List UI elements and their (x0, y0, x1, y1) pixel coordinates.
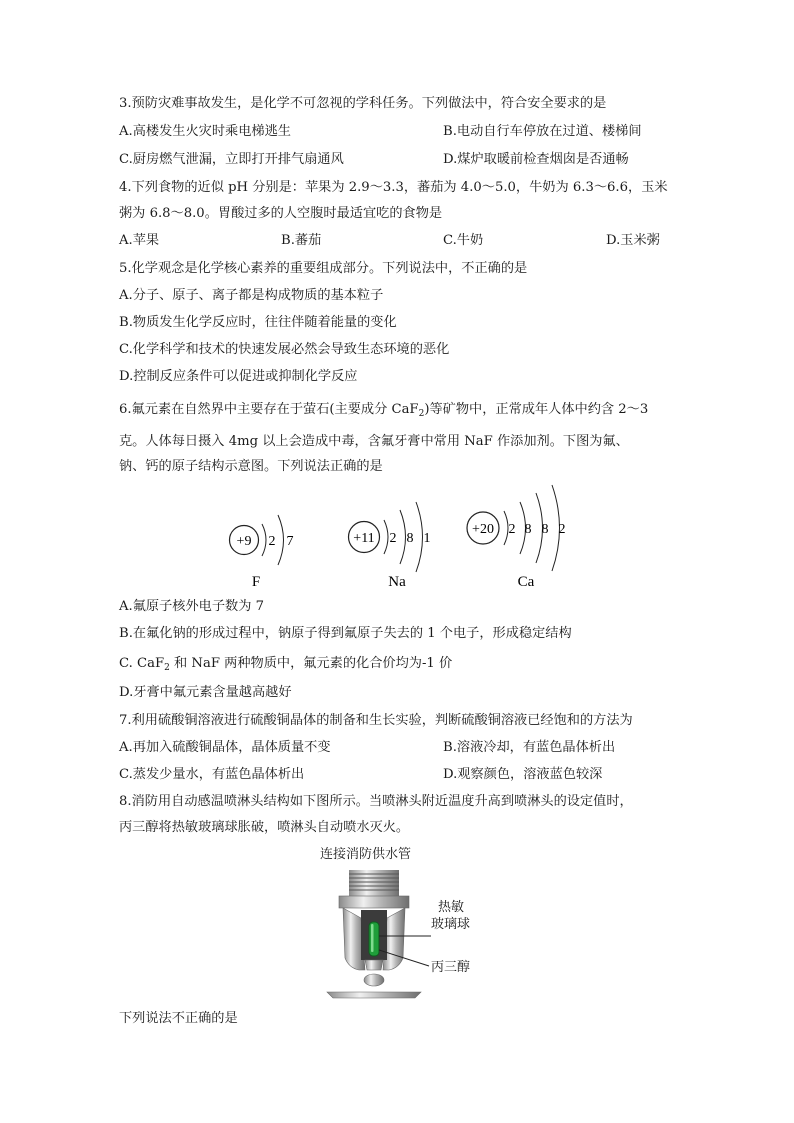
fluorine-shell-2 (278, 515, 284, 565)
sodium-shell-2-electrons: 8 (406, 531, 414, 546)
q6-option-c-subscript: 2 (164, 663, 170, 673)
fluorine-atom (230, 515, 294, 590)
q5-option-b: B.物质发生化学反应时，往往伴随着能量的变化 (119, 315, 397, 330)
glass-bulb (369, 922, 379, 956)
q5-option-d: D.控制反应条件可以促进或抑制化学反应 (119, 369, 358, 384)
sprinkler-figure (325, 866, 485, 1002)
q6-stem-subscript: 2 (418, 409, 425, 419)
q6-stem-line3: 钠、钙的原子结构示意图。下列说法正确的是 (119, 459, 383, 474)
calcium-shell-4-electrons: 2 (558, 522, 566, 537)
sodium-shell-3-electrons: 1 (423, 531, 431, 546)
q3-option-a: A.高楼发生火灾时乘电梯逃生 (119, 124, 291, 139)
calcium-nucleus-charge: +20 (472, 522, 494, 537)
q4-option-c: C.牛奶 (443, 233, 484, 248)
fluorine-symbol: F (251, 574, 261, 590)
sodium-shell-3 (416, 502, 423, 572)
q4-option-b: B.蕃茄 (281, 233, 322, 248)
q7-option-c: C.蒸发少量水，有蓝色晶体析出 (119, 767, 305, 782)
sprinkler-label-bulb-line2: 玻璃球 (431, 917, 471, 932)
calcium-atom (467, 485, 566, 590)
sodium-nucleus-charge: +11 (353, 531, 375, 546)
sprinkler-screw (364, 974, 384, 986)
sprinkler-thread (349, 870, 399, 896)
q8-stem-line1: 8.消防用自动感温喷淋头结构如下图所示。当喷淋头附近温度升高到喷淋头的设定值时， (119, 794, 633, 809)
fluorine-shell-2-electrons: 7 (286, 534, 294, 549)
q7-option-b: B.溶液冷却，有蓝色晶体析出 (443, 740, 616, 755)
q6-option-c-text-a: C. CaF (119, 656, 165, 671)
q6-option-b: B.在氟化钠的形成过程中，钠原子得到氟原子失去的 1 个电子，形成稳定结构 (119, 626, 572, 641)
q7-option-a: A.再加入硫酸铜晶体，晶体质量不变 (119, 740, 331, 755)
q5-stem: 5.化学观念是化学核心素养的重要组成部分。下列说法中，不正确的是 (119, 261, 528, 276)
sprinkler-deflector (327, 992, 421, 998)
sprinkler-label-glycerol: 丙三醇 (431, 960, 471, 975)
sodium-shell-2 (400, 510, 406, 564)
fluorine-shell-1 (262, 524, 266, 556)
calcium-shell-2-electrons: 8 (524, 522, 532, 537)
sprinkler-label-bulb-line1: 热敏 (438, 900, 465, 915)
q6-stem-text-b: )等矿物中，正常成年人体中约含 2～3 (424, 402, 649, 417)
sprinkler-label-pipe: 连接消防供水管 (320, 847, 412, 862)
q3-stem: 3.预防灾难事故发生，是化学不可忽视的学科任务。下列做法中，符合安全要求的是 (119, 96, 607, 111)
calcium-shell-1 (504, 511, 508, 545)
q5-option-a: A.分子、原子、离子都是构成物质的基本粒子 (119, 288, 384, 303)
fluorine-nucleus-charge: +9 (236, 534, 252, 549)
q7-option-d: D.观察颜色，溶液蓝色较深 (443, 767, 603, 782)
sprinkler-hex-body (339, 896, 409, 908)
q6-option-c-text-b: 和 NaF 两种物质中，氟元素的化合价均为-1 价 (169, 656, 453, 671)
q6-stem-text-a: 6.氟元素在自然界中主要存在于萤石(主要成分 CaF (119, 402, 419, 417)
q4-stem-line1: 4.下列食物的近似 pH 分别是：苹果为 2.9～3.3，蕃茄为 4.0～5.0，牛奶为 6.3～6.6，玉米 (119, 180, 668, 195)
calcium-shell-3-electrons: 8 (541, 522, 549, 537)
q8-stem-line2: 丙三醇将热敏玻璃球胀破，喷淋头自动喷水灭火。 (119, 820, 410, 835)
q6-stem-line2: 克。人体每日摄入 4mg 以上会造成中毒，含氟牙膏中常用 NaF 作添加剂。下图为氟、 (119, 434, 629, 449)
q3-option-d: D.煤炉取暖前检查烟囱是否通畅 (443, 152, 629, 167)
q5-option-c: C.化学科学和技术的快速发展必然会导致生态环境的恶化 (119, 342, 450, 357)
q4-option-a: A.苹果 (119, 233, 160, 248)
sodium-symbol: Na (388, 574, 406, 590)
q6-option-a: A.氟原子核外电子数为 7 (119, 599, 264, 614)
sprinkler-cap (365, 960, 383, 970)
calcium-shell-1-electrons: 2 (508, 522, 516, 537)
q6-option-c (119, 654, 452, 674)
fluorine-shell-1-electrons: 2 (268, 534, 276, 549)
sodium-shell-1 (384, 520, 388, 554)
q8-tail: 下列说法不正确的是 (119, 1011, 238, 1026)
q7-stem: 7.利用硫酸铜溶液进行硫酸铜晶体的制备和生长实验，判断硫酸铜溶液已经饱和的方法为 (119, 713, 633, 728)
sodium-shell-1-electrons: 2 (389, 531, 397, 546)
q4-stem-line2: 粥为 6.8～8.0。胃酸过多的人空腹时最适宜吃的食物是 (119, 206, 443, 221)
q3-option-b: B.电动自行车停放在过道、楼梯间 (443, 124, 642, 139)
sodium-atom (349, 502, 431, 590)
glass-bulb-highlight (371, 924, 374, 952)
q3-option-c: C.厨房燃气泄漏，立即打开排气扇通风 (119, 152, 344, 167)
q6-option-d: D.牙膏中氟元素含量越高越好 (119, 685, 292, 700)
q4-option-d: D.玉米粥 (606, 233, 660, 248)
calcium-symbol: Ca (517, 574, 535, 590)
